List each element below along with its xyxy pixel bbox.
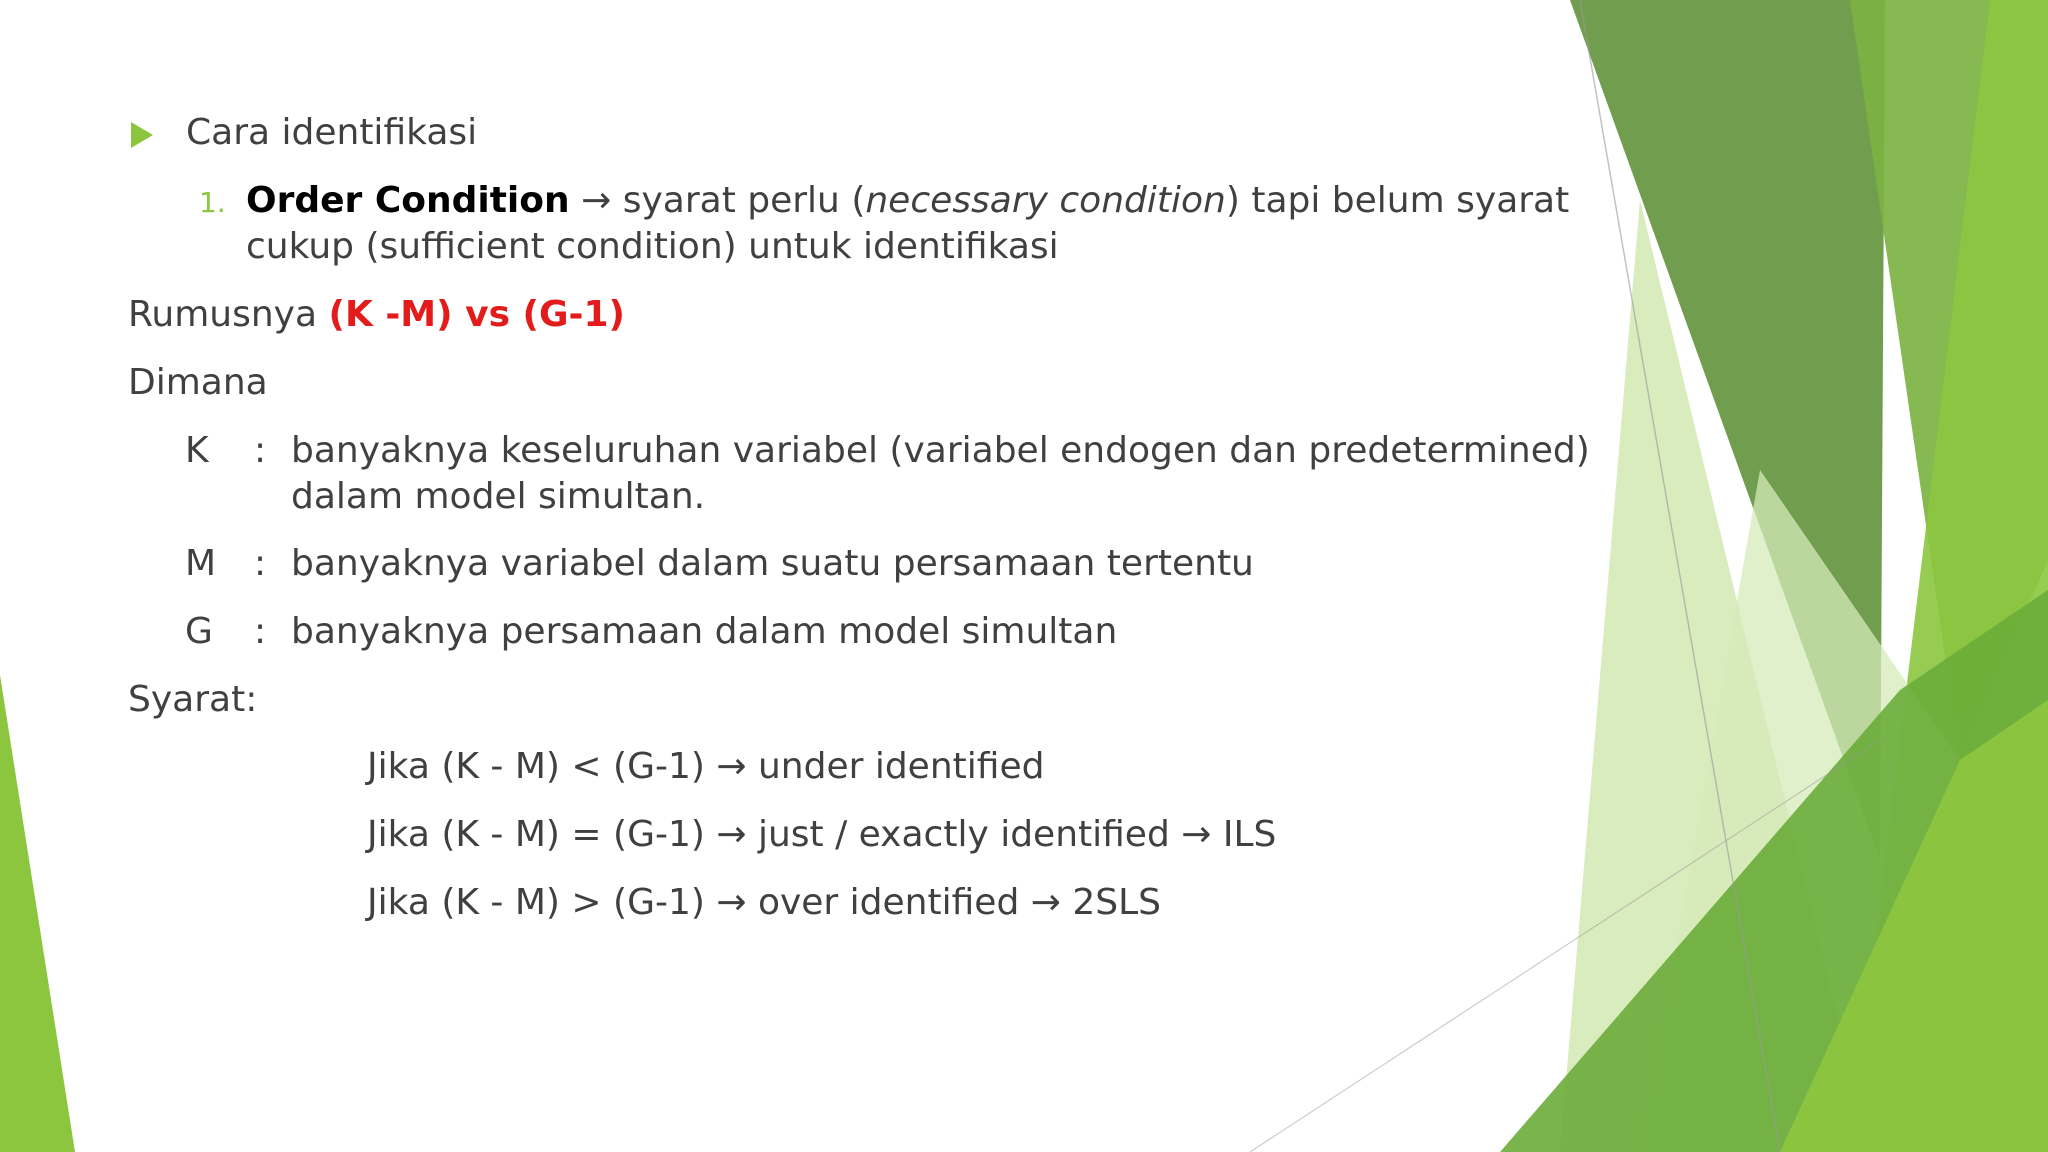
arrow-symbol: → <box>581 180 612 221</box>
dimana-label: Dimana <box>128 362 268 403</box>
definition-text-k-line2: dalam model simultan. <box>291 476 706 517</box>
order-condition-line1 <box>246 178 1569 224</box>
definition-colon-k: : <box>254 430 267 471</box>
definition-symbol-g: G <box>185 611 213 652</box>
rumus-label: Rumusnya <box>128 294 329 335</box>
definition-text-g: banyaknya persamaan dalam model simultan <box>291 611 1118 652</box>
condition-under-identified: Jika (K - M) < (G-1) → under identified <box>367 746 1045 787</box>
definition-symbol-m: M <box>185 543 217 584</box>
definition-text-k: banyaknya keseluruhan variabel (variabel endogen dan predetermined) <box>291 430 1590 471</box>
definition-symbol-k: K <box>185 430 209 471</box>
definition-colon-m: : <box>254 543 267 584</box>
order-condition-item <box>199 178 226 226</box>
rumus-formula: (K -M) vs (G-1) <box>328 294 625 335</box>
definition-colon-g: : <box>254 611 267 652</box>
triangle-right-icon <box>131 122 153 148</box>
rumus-line <box>128 292 625 338</box>
bullet-heading: Cara identifikasi <box>186 112 478 153</box>
list-number: 1. <box>199 186 226 219</box>
order-condition-text-b: ) tapi belum syarat <box>1225 180 1570 221</box>
syarat-label: Syarat: <box>128 679 258 720</box>
order-condition-italic: necessary condition <box>865 180 1226 221</box>
order-condition-title: Order Condition <box>246 180 570 221</box>
definition-text-m: banyaknya variabel dalam suatu persamaan tertentu <box>291 543 1254 584</box>
condition-exactly-identified: Jika (K - M) = (G-1) → just / exactly identified → ILS <box>367 814 1277 855</box>
order-condition-text-a: syarat perlu ( <box>611 180 866 221</box>
condition-over-identified: Jika (K - M) > (G-1) → over identified → 2SLS <box>367 882 1162 923</box>
order-condition-line2: cukup (sufficient condition) untuk identifikasi <box>246 226 1059 267</box>
